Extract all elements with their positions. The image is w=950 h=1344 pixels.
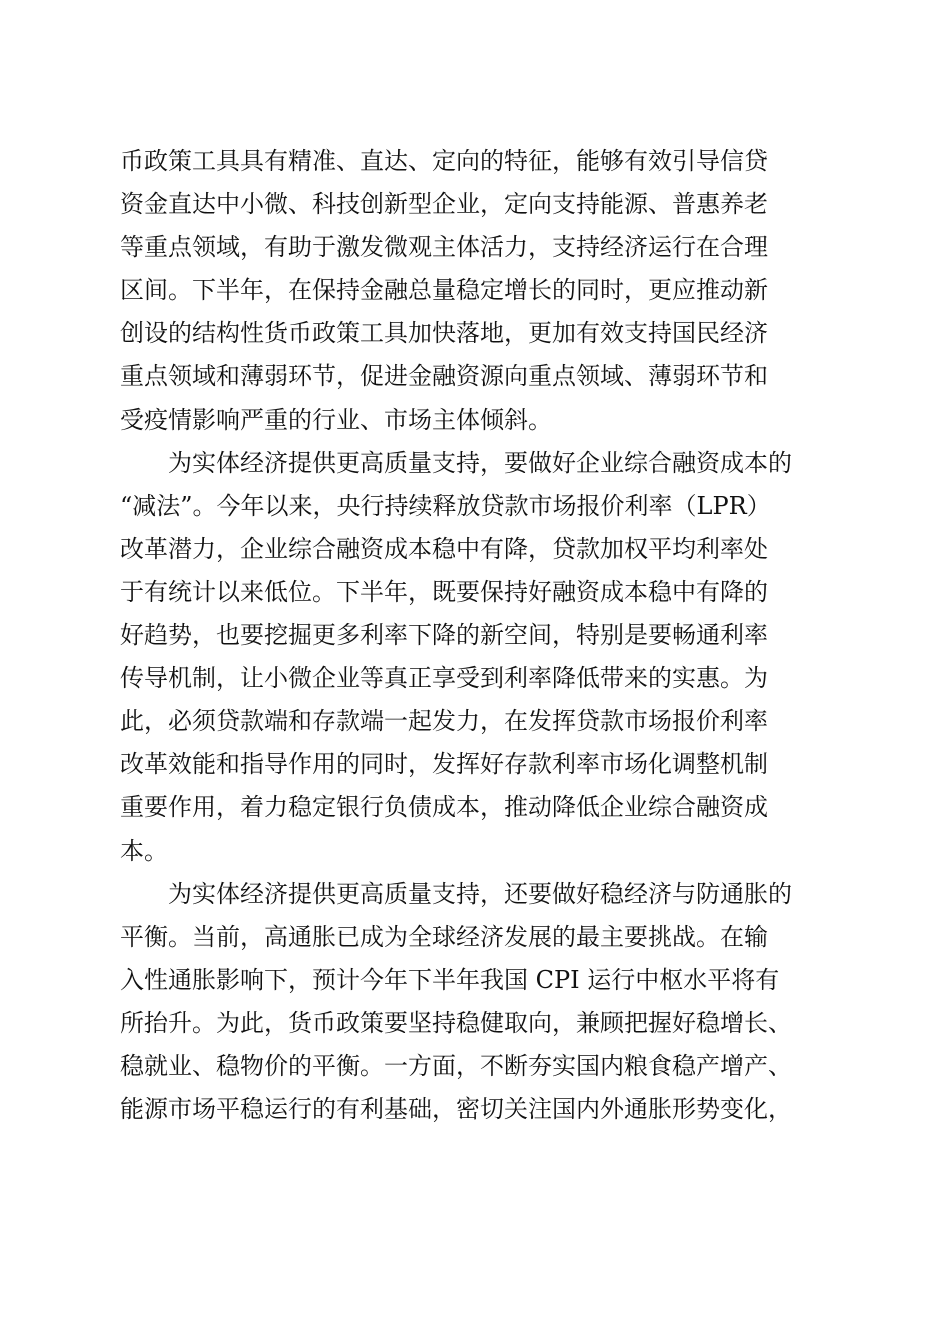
text-line: 创设的结构性货币政策工具加快落地，更加有效支持国民经济 — [120, 319, 768, 348]
text-line: 此，必须贷款端和存款端一起发力，在发挥贷款市场报价利率 — [120, 707, 768, 736]
text-line: 重点领域和薄弱环节，促进金融资源向重点领域、薄弱环节和 — [120, 362, 768, 391]
text-line: 所抬升。为此，货币政策要坚持稳健取向，兼顾把握好稳增长、 — [120, 1008, 792, 1037]
text-line: 受疫情影响严重的行业、市场主体倾斜。 — [120, 405, 552, 434]
text-line: 稳就业、稳物价的平衡。一方面，不断夯实国内粮食稳产增产、 — [120, 1051, 792, 1080]
text-line: 于有统计以来低位。下半年，既要保持好融资成本稳中有降的 — [120, 577, 768, 606]
text-line: 币政策工具具有精准、直达、定向的特征，能够有效引导信贷 — [120, 147, 768, 175]
text-line: 能源市场平稳运行的有利基础，密切关注国内外通胀形势变化， — [120, 1095, 792, 1124]
text-line: 为实体经济提供更高质量支持，还要做好稳经济与防通胀的 — [120, 879, 792, 908]
text-line: 入性通胀影响下，预计今年下半年我国 CPI 运行中枢水平将有 — [120, 965, 780, 994]
text-line: 重要作用，着力稳定银行负债成本，推动降低企业综合融资成 — [120, 793, 768, 822]
text-line: 传导机制，让小微企业等真正享受到利率降低带来的实惠。为 — [120, 664, 768, 693]
text-line: 区间。下半年，在保持金融总量稳定增长的同时，更应推动新 — [120, 276, 768, 305]
text-line: 改革效能和指导作用的同时，发挥好存款利率市场化调整机制 — [120, 750, 768, 779]
text-line: 资金直达中小微、科技创新型企业，定向支持能源、普惠养老 — [120, 190, 768, 219]
text-line: 本。 — [120, 836, 168, 865]
text-line: 好趋势，也要挖掘更多利率下降的新空间，特别是要畅通利率 — [120, 621, 768, 650]
body-text — [120, 140, 830, 1131]
text-line: 为实体经济提供更高质量支持，要做好企业综合融资成本的 — [120, 448, 792, 477]
text-line: “减法”。今年以来，央行持续释放贷款市场报价利率（LPR） — [120, 491, 771, 520]
text-line: 改革潜力，企业综合融资成本稳中有降，贷款加权平均利率处 — [120, 534, 768, 563]
text-line: 等重点领域，有助于激发微观主体活力，支持经济运行在合理 — [120, 233, 768, 262]
text-line: 平衡。当前，高通胀已成为全球经济发展的最主要挑战。在输 — [120, 922, 768, 951]
